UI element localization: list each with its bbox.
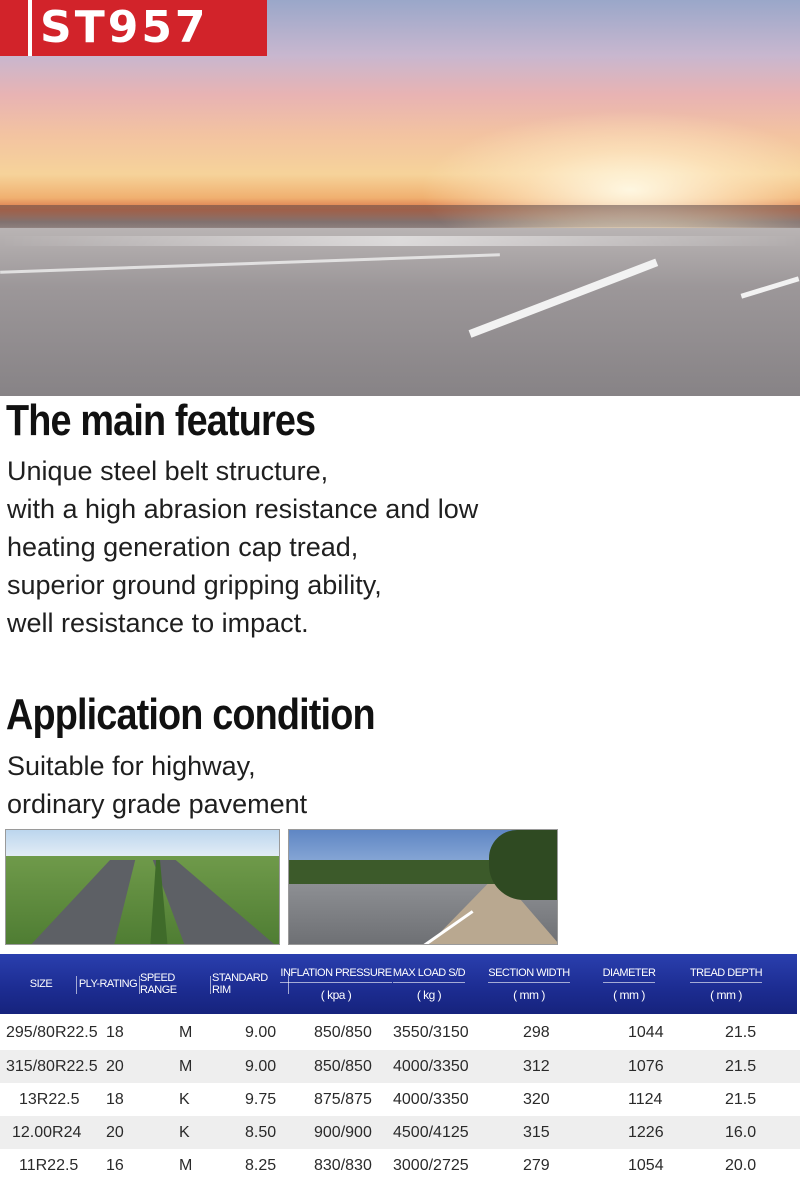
- col-size-title: SIZE: [29, 978, 53, 990]
- features-line: well resistance to impact.: [7, 608, 309, 638]
- cell-width: 279: [523, 1157, 550, 1174]
- cell-load: 3000/2725: [393, 1157, 469, 1174]
- table-row: [0, 1050, 800, 1083]
- hero-road: [0, 228, 800, 396]
- pavement-photo: [288, 829, 558, 945]
- col-separator: [76, 976, 77, 994]
- cell-width: 320: [523, 1091, 550, 1108]
- cell-diameter: 1124: [628, 1091, 663, 1108]
- col-speed-title: SPEED RANGE: [140, 972, 177, 996]
- hero-motion-streak: [0, 236, 800, 246]
- col-ply-rating: [78, 954, 138, 1014]
- col-diameter-unit: ( mm ): [613, 987, 645, 1002]
- cell-rim: 8.50: [245, 1124, 277, 1141]
- cell-load: 4000/3350: [393, 1058, 469, 1075]
- cell-pressure: 850/850: [314, 1058, 372, 1075]
- table-row: [0, 1149, 800, 1182]
- cell-ply: 20: [106, 1124, 124, 1141]
- col-pressure-unit: ( kpa ): [320, 987, 352, 1002]
- cell-tread: 16.0: [725, 1124, 757, 1141]
- cell-diameter: 1054: [628, 1157, 664, 1174]
- cell-rim: 9.00: [245, 1024, 277, 1041]
- cell-width: 312: [523, 1058, 550, 1075]
- cell-tread: 21.5: [725, 1058, 757, 1075]
- cell-size: 315/80R22.5: [6, 1058, 98, 1075]
- hero-horizon: [0, 205, 800, 227]
- cell-diameter: 1226: [628, 1124, 664, 1141]
- cell-tread: 21.5: [725, 1091, 757, 1108]
- features-line: superior ground gripping ability,: [7, 570, 382, 600]
- col-tread-depth: [684, 954, 768, 1014]
- features-text: [7, 452, 478, 642]
- cell-width: 315: [523, 1124, 550, 1141]
- application-heading: Application condition: [6, 690, 375, 739]
- application-text: [7, 747, 307, 823]
- logo-text: ST957: [40, 2, 209, 53]
- col-pressure-title: INFLATION PRESSURE: [280, 967, 391, 983]
- col-speed-range: [140, 954, 208, 1014]
- cell-speed: M: [179, 1157, 193, 1174]
- cell-size: 12.00R24: [12, 1124, 82, 1141]
- cell-speed: K: [179, 1091, 190, 1108]
- photo-trees: [489, 830, 558, 900]
- cell-speed: M: [179, 1024, 193, 1041]
- cell-pressure: 875/875: [314, 1091, 372, 1108]
- col-section-width: [484, 954, 574, 1014]
- hero-banner: [0, 0, 800, 396]
- cell-rim: 8.25: [245, 1157, 277, 1174]
- cell-diameter: 1044: [628, 1024, 664, 1041]
- col-size: [6, 954, 76, 1014]
- col-tread-title: TREAD DEPTH: [690, 967, 762, 983]
- spec-table-header: [0, 954, 797, 1014]
- features-line: with a high abrasion resistance and low: [7, 494, 479, 524]
- cell-ply: 18: [106, 1024, 124, 1041]
- col-load-title: MAX LOAD S/D: [393, 967, 465, 983]
- cell-load: 4500/4125: [393, 1124, 469, 1141]
- col-diameter-title: DIAMETER: [603, 967, 656, 983]
- application-line: ordinary grade pavement: [7, 789, 308, 819]
- cell-ply: 20: [106, 1058, 124, 1075]
- cell-diameter: 1076: [628, 1058, 664, 1075]
- cell-speed: M: [179, 1058, 193, 1075]
- cell-rim: 9.75: [245, 1091, 277, 1108]
- cell-load: 4000/3350: [393, 1091, 469, 1108]
- col-max-load: [390, 954, 468, 1014]
- features-heading: The main features: [6, 396, 316, 445]
- cell-load: 3550/3150: [393, 1024, 469, 1041]
- table-row: [0, 1016, 800, 1049]
- cell-pressure: 830/830: [314, 1157, 372, 1174]
- col-diameter: [584, 954, 674, 1014]
- photo-sky: [6, 830, 279, 858]
- cell-size: 13R22.5: [19, 1091, 80, 1108]
- features-line: Unique steel belt structure,: [7, 456, 329, 486]
- col-width-unit: ( mm ): [513, 987, 545, 1002]
- col-width-title: SECTION WIDTH: [488, 967, 570, 983]
- cell-width: 298: [523, 1024, 550, 1041]
- col-separator: [210, 976, 211, 994]
- cell-pressure: 850/850: [314, 1024, 372, 1041]
- cell-tread: 21.5: [725, 1024, 757, 1041]
- col-ply-title: PLY-RATING: [78, 978, 138, 990]
- col-rim-title: STANDARD RIM: [212, 972, 268, 996]
- cell-size: 11R22.5: [19, 1157, 79, 1174]
- cell-tread: 20.0: [725, 1157, 757, 1174]
- cell-ply: 16: [106, 1157, 124, 1174]
- product-logo: [0, 0, 267, 56]
- table-row: [0, 1083, 800, 1116]
- cell-size: 295/80R22.5: [6, 1024, 98, 1041]
- cell-ply: 18: [106, 1091, 124, 1108]
- table-row: [0, 1116, 800, 1149]
- col-inflation-pressure: [280, 954, 392, 1014]
- application-line: Suitable for highway,: [7, 751, 256, 781]
- col-load-unit: ( kg ): [416, 987, 442, 1002]
- highway-photo: [5, 829, 280, 945]
- cell-pressure: 900/900: [314, 1124, 372, 1141]
- col-tread-unit: ( mm ): [710, 987, 742, 1002]
- cell-speed: K: [179, 1124, 190, 1141]
- col-standard-rim: [212, 954, 286, 1014]
- features-line: heating generation cap tread,: [7, 532, 359, 562]
- logo-notch: [28, 0, 32, 56]
- cell-rim: 9.00: [245, 1058, 277, 1075]
